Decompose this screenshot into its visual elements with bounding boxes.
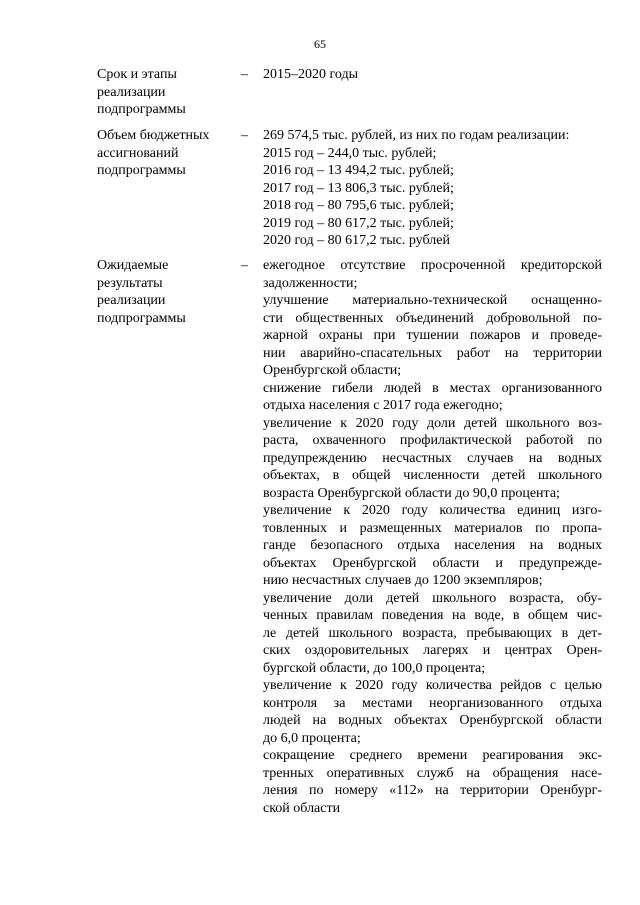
row-label-line: реализации [97,84,166,100]
content-line: ле детей школьного возраста, пребывающих в дет- [263,625,602,641]
content-line: улучшение материально-технической оснащенно- [263,293,602,308]
content-line: отдыха населения с 2017 года ежегодно; [263,398,503,413]
content-line: нию несчастных случаев до 1200 экземпляров; [263,573,543,588]
content-line: 2016 год – 13 494,2 тыс. рублей; [263,163,454,178]
content-line: контроля за местами неорганизованного отдыха [263,695,602,711]
row-label-line: подпрограммы [97,310,186,326]
content-line: 2019 год – 80 617,2 тыс. рублей; [263,215,454,231]
content-line: увеличение к 2020 году количества единиц изго- [263,503,602,518]
content-line: 2018 год – 80 795,6 тыс. рублей; [263,198,454,213]
content-line: ской области [263,800,341,816]
page-number: 65 [314,37,326,51]
row-content [263,257,602,817]
content-line: 2020 год – 80 617,2 тыс. рублей [263,233,450,248]
content-line: 2017 год – 13 806,3 тыс. рублей; [263,180,454,196]
content-line: увеличение к 2020 году количества рейдов с целью [263,678,602,693]
content-line: ежегодное отсутствие просроченной кредиторской [263,258,602,273]
row-dash: – [241,128,248,143]
content-line: нии аварийно-спасательных работ на территории [263,345,602,361]
row-label-line: Срок и этапы [97,67,177,82]
row-label-line: Ожидаемые [97,258,169,273]
content-line: возраста Оренбургской области до 90,0 процента; [263,485,560,501]
content-line: ченных правилам поведения на воде, в общем чис- [263,608,602,623]
row-label-line: результаты [97,275,163,291]
content-line: 2015–2020 годы [263,67,359,82]
content-line: 2015 год – 244,0 тыс. рублей; [263,145,437,161]
row-content [263,66,602,84]
row-label-line: Объем бюджетных [97,128,210,143]
content-line: до 6,0 процента; [263,730,361,746]
content-line: ских оздоровительных лагерях и центрах Орен- [263,643,602,658]
row-dash: – [241,67,248,82]
content-line: Оренбургской области; [263,363,402,378]
content-line: объектах Оренбургской области и предупрежде- [263,555,602,571]
content-line: людей на водных объектах Оренбургской области [263,713,602,728]
content-line: сокращение среднего времени реагирования экс- [263,748,602,763]
content-line: товленных и размещенных материалов по пропа- [263,520,602,536]
row-label-line: подпрограммы [97,102,186,117]
content-line: ганде безопасного отдыха населения на водных [263,538,602,553]
content-line: бургской области, до 100,0 процента; [263,660,486,676]
content-line: 269 574,5 тыс. рублей, из них по годам реализации: [263,128,570,143]
row-label [97,127,232,180]
row-label-line: ассигнований [97,145,179,161]
row-label-line: подпрограммы [97,163,186,178]
content-line: ления по номеру «112» на территории Оренбург- [263,783,602,798]
row-label-line: реализации [97,293,166,308]
content-line: увеличение к 2020 году доли детей школьного воз- [263,415,602,431]
content-line: жарной охраны при тушении пожаров и проведе- [263,328,602,343]
content-line: раста, охваченного профилактической работой по [263,433,602,448]
content-line: предупреждению несчастных случаев на водных [263,450,602,466]
row-dash: – [241,258,248,273]
content-line: объектах, в общей численности детей школьного [263,468,602,483]
row-label [97,66,232,119]
content-line: задолженности; [263,275,358,291]
content-line: увеличение доли детей школьного возраста, обу- [263,590,602,606]
content-line: сти общественных объединений добровольной по- [263,310,602,326]
row-content [263,127,602,250]
content-line: снижение гибели людей в местах организованного [263,380,602,396]
content-line: тренных оперативных служб на обращения насе- [263,765,602,781]
row-label [97,257,232,327]
